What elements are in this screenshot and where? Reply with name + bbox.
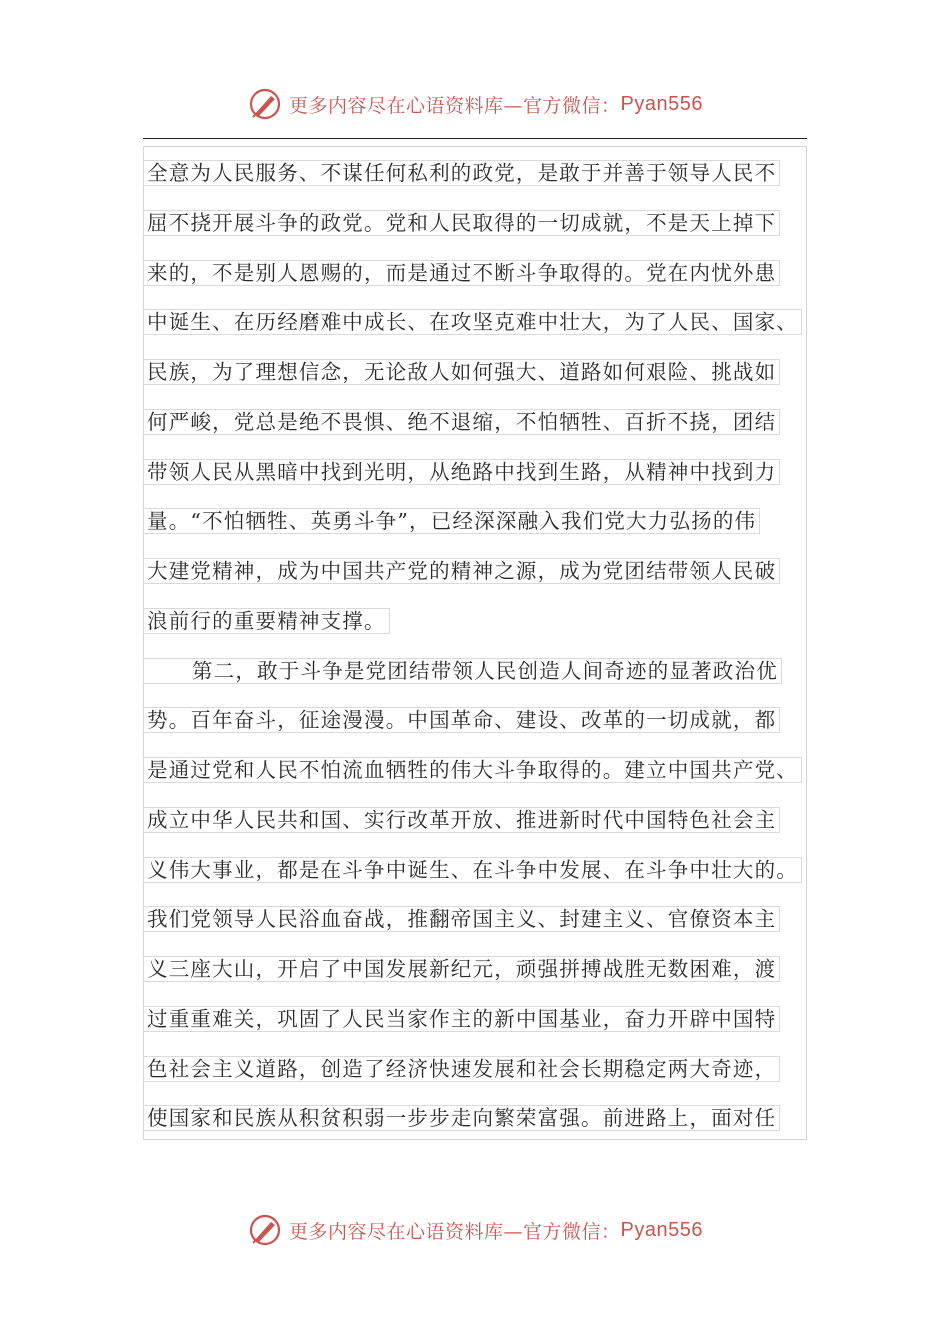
watermark-wechat-id: Pyan556 xyxy=(620,1218,703,1241)
text-line xyxy=(143,1093,843,1143)
line-text: 何严峻，党总是绝不畏惧、绝不退缩，不怕牺牲、百折不挠，团结 xyxy=(147,409,777,434)
line-text: 第二，敢于斗争是党团结带领人民创造人间奇迹的显著政治优 xyxy=(192,658,778,683)
text-line xyxy=(143,994,843,1044)
document-body xyxy=(143,148,843,1143)
watermark-wechat-id: Pyan556 xyxy=(620,92,703,115)
text-line xyxy=(143,297,843,347)
text-line xyxy=(143,496,843,546)
text-line xyxy=(143,248,843,298)
line-text: 来的，不是别人恩赐的，而是通过不断斗争取得的。党在内忧外患 xyxy=(147,260,777,285)
text-line xyxy=(143,596,843,646)
line-text: 中诞生、在历经磨难中成长、在攻坚克难中壮大，为了人民、国家、 xyxy=(147,310,798,335)
header-rule xyxy=(143,138,807,139)
line-text: 我们党领导人民浴血奋战，推翻帝国主义、封建主义、官僚资本主 xyxy=(147,907,777,932)
text-line xyxy=(143,795,843,845)
line-text: 义伟大事业，都是在斗争中诞生、在斗争中发展、在斗争中壮大的。 xyxy=(147,857,798,882)
text-line xyxy=(143,546,843,596)
watermark-header xyxy=(0,82,950,126)
line-text: 带领人民从黑暗中找到光明，从绝路中找到生路，从精神中找到力 xyxy=(147,459,777,484)
text-line xyxy=(143,745,843,795)
line-text: 使国家和民族从积贫积弱一步步走向繁荣富强。前进路上，面对任 xyxy=(147,1106,777,1131)
line-text: 全意为人民服务、不谋任何私利的政党，是敢于并善于领导人民不 xyxy=(147,161,777,185)
text-line xyxy=(143,845,843,895)
text-line xyxy=(143,397,843,447)
line-text: 浪前行的重要精神支撑。 xyxy=(147,608,386,633)
text-line xyxy=(143,894,843,944)
line-text: 屈不挠开展斗争的政党。党和人民取得的一切成就，不是天上掉下 xyxy=(147,210,777,235)
text-line xyxy=(143,1044,843,1094)
text-line xyxy=(143,347,843,397)
line-text: 色社会主义道路，创造了经济快速发展和社会长期稳定两大奇迹， xyxy=(147,1056,777,1081)
line-text: 量。“不怕牺牲、英勇斗争”，已经深深融入我们党大力弘扬的伟 xyxy=(147,509,757,534)
text-line xyxy=(143,646,843,696)
line-text: 大建党精神，成为中国共产党的精神之源，成为党团结带领人民破 xyxy=(147,559,777,583)
watermark-footer xyxy=(0,1208,950,1252)
line-text: 民族，为了理想信念，无论敌人如何强大、道路如何艰险、挑战如 xyxy=(147,360,777,384)
pen-logo-icon xyxy=(247,86,283,122)
watermark-text: 更多内容尽在心语资料库—官方微信： xyxy=(289,94,621,117)
line-text: 势。百年奋斗，征途漫漫。中国革命、建设、改革的一切成就，都 xyxy=(147,708,777,733)
line-text: 成立中华人民共和国、实行改革开放、推进新时代中国特色社会主 xyxy=(147,807,777,832)
line-text: 过重重难关，巩固了人民当家作主的新中国基业，奋力开辟中国特 xyxy=(147,1006,777,1031)
pen-logo-icon xyxy=(247,1212,283,1248)
watermark-text: 更多内容尽在心语资料库—官方微信： xyxy=(289,1220,621,1243)
line-text: 义三座大山，开启了中国发展新纪元，顽强拼搏战胜无数困难，渡 xyxy=(147,957,777,981)
text-line xyxy=(143,447,843,497)
line-text: 是通过党和人民不怕流血牺牲的伟大斗争取得的。建立中国共产党、 xyxy=(147,758,798,782)
text-line xyxy=(143,695,843,745)
text-line xyxy=(143,944,843,994)
text-line xyxy=(143,148,843,198)
text-line xyxy=(143,198,843,248)
